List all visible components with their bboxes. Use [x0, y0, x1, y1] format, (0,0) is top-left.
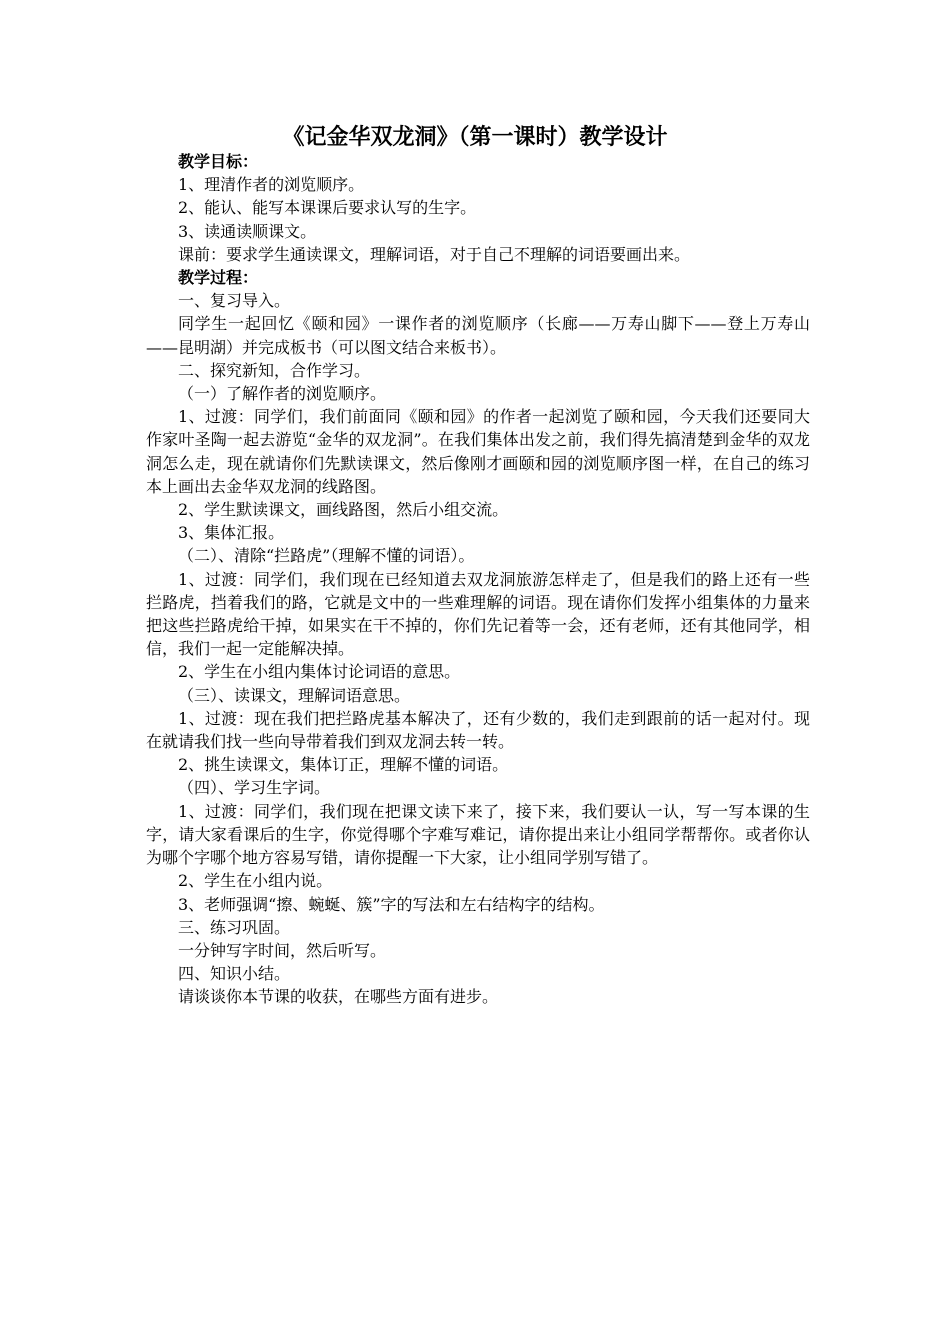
- paragraph: （二）、清除“拦路虎”（理解不懂的词语）。: [178, 546, 475, 566]
- paragraph: 2、学生在小组内说。: [178, 871, 333, 891]
- paragraph: 三、练习巩固。: [178, 917, 291, 937]
- paragraph: 1、过渡：现在我们把拦路虎基本解决了，还有少数的，我们走到跟前的话一起对付。现在就请我们找一些向导带着我们到双龙洞去转一转。: [146, 708, 810, 752]
- paragraph: 1、过渡：同学们，我们前面同《颐和园》的作者一起浏览了颐和园，今天我们还要同大作家叶圣陶一起去游览“金华的双龙洞”。在我们集体出发之前，我们得先搞清楚到金华的双龙洞怎么走，现在就请你们先默读课文，然后像刚才画颐和园的浏览顺序图一样，在自己的练习本上画出去金华双龙洞的线路图。: [146, 407, 810, 496]
- paragraph: 一、复习导入。: [178, 291, 291, 311]
- paragraph: 3、集体汇报。: [178, 523, 285, 543]
- paragraph: 1、过渡：同学们，我们现在已经知道去双龙洞旅游怎样走了，但是我们的路上还有一些拦路虎，挡着我们的路，它就是文中的一些难理解的词语。现在请你们发挥小组集体的力量来把这些拦路虎给干掉，如果实在干不掉的，你们先记着等一会，还有老师，还有其他同学，相信，我们一起一定能解决掉。: [146, 569, 810, 659]
- paragraph: 四、知识小结。: [178, 964, 291, 984]
- paragraph: （一）了解作者的浏览顺序。: [178, 384, 387, 404]
- paragraph: 1、理清作者的浏览顺序。: [178, 175, 365, 195]
- paragraph: 二、探究新知，合作学习。: [178, 360, 371, 380]
- paragraph: 一分钟写字时间，然后听写。: [178, 940, 387, 960]
- paragraph: 课前：要求学生通读课文，理解词语，对于自己不理解的词语要画出来。: [178, 244, 691, 264]
- section-heading-process: 教学过程：: [178, 268, 259, 288]
- paragraph: 请谈谈你本节课的收获，在哪些方面有进步。: [178, 987, 499, 1007]
- paragraph: 2、学生默读课文，画线路图，然后小组交流。: [178, 500, 509, 520]
- document-title: 《记金华双龙洞》（第一课时）教学设计: [282, 125, 668, 150]
- paragraph: 1、过渡：同学们，我们现在把课文读下来了，接下来，我们要认一认，写一写本课的生字，请大家看课后的生字，你觉得哪个字难写难记，请你提出来让小组同学帮帮你。或者你认为哪个字哪个地方容易写错，请你提醒一下大家，让小组同学别写错了。: [146, 801, 810, 868]
- document-body: [146, 150, 810, 1009]
- paragraph: （三）、读课文，理解词语意思。: [178, 685, 411, 705]
- paragraph: 2、能认、能写本课课后要求认写的生字。: [178, 198, 477, 218]
- paragraph: 2、挑生读课文，集体订正，理解不懂的词语。: [178, 755, 509, 775]
- section-heading-objectives: 教学目标：: [178, 152, 259, 171]
- paragraph: 3、老师强调“擦、蜿蜒、簇”字的写法和左右结构字的结构。: [178, 894, 605, 914]
- paragraph: 同学生一起回忆《颐和园》一课作者的浏览顺序（长廊——万寿山脚下——登上万寿山——昆明湖）并完成板书（可以图文结合来板书）。: [146, 314, 810, 357]
- paragraph: （四）、学习生字词。: [178, 778, 331, 798]
- paragraph: 2、学生在小组内集体讨论词语的意思。: [178, 662, 461, 682]
- paragraph: 3、读通读顺课文。: [178, 221, 317, 241]
